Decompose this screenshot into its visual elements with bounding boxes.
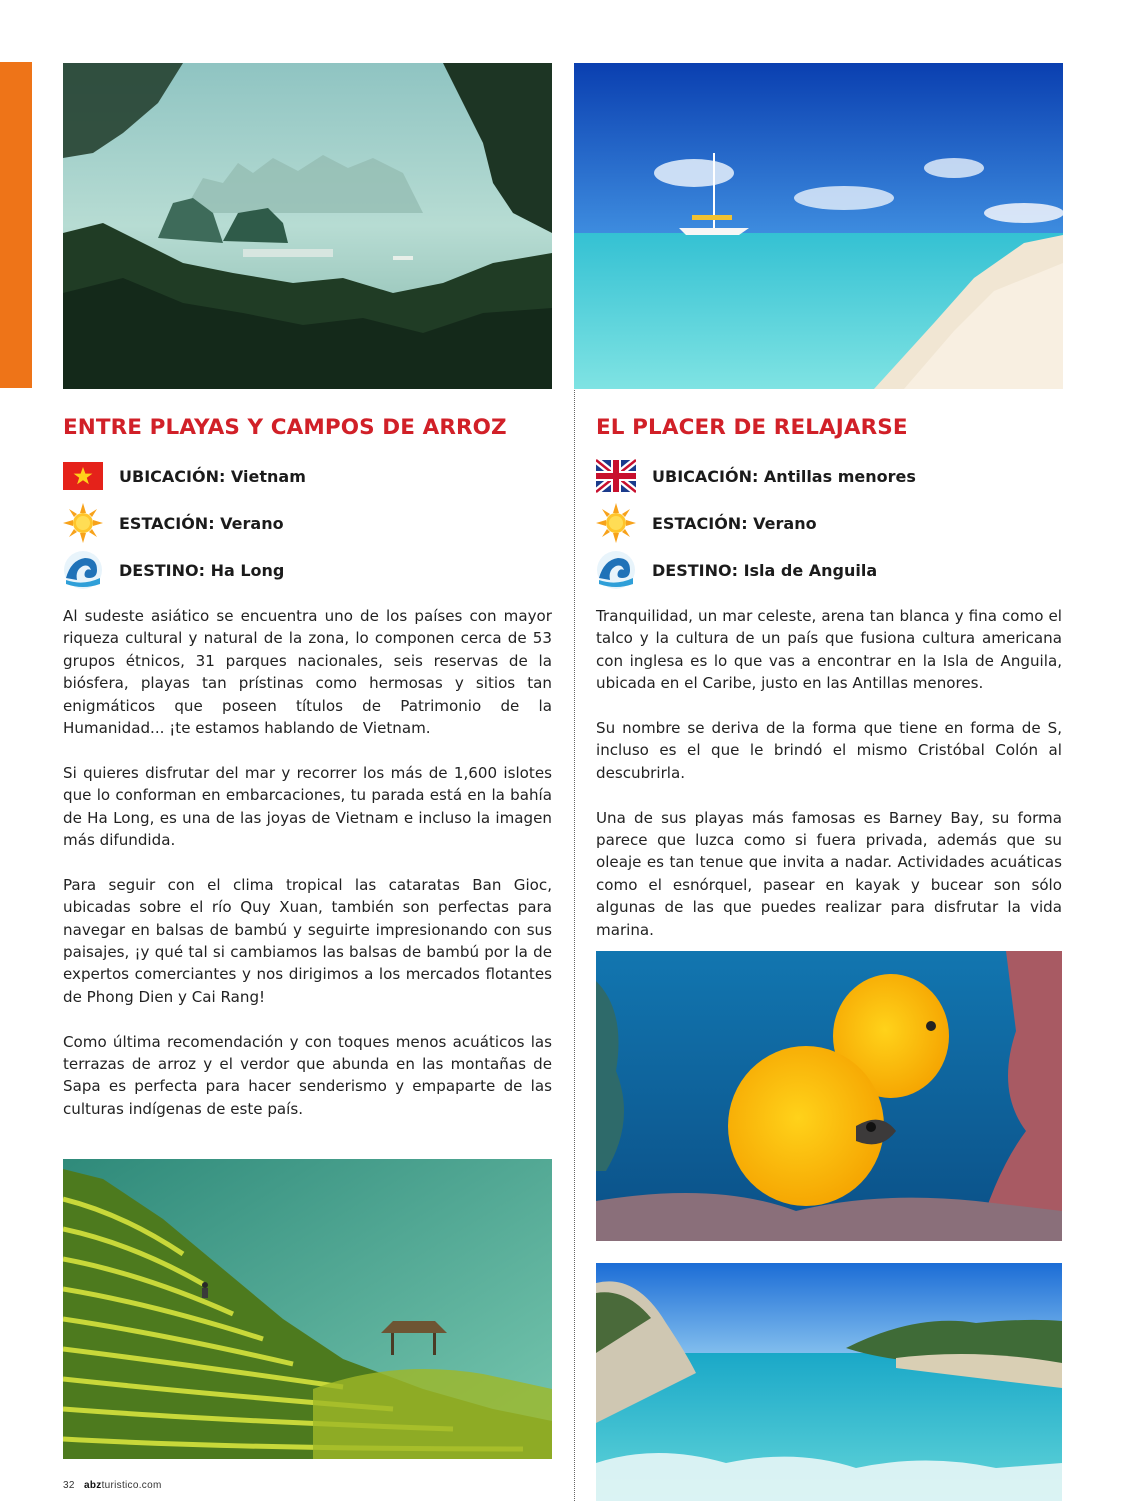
brand-bold: abz bbox=[83, 1480, 102, 1491]
wave-icon bbox=[63, 550, 103, 590]
paragraph: Al sudeste asiático se encuentra uno de los países con mayor riqueza cultural y natural de la zona, lo componen cerca de 53 grupos étnicos, 31 parques nacionales, seis reservas de la biósfera, playas tan prístinas como hermosas y sitios tan enigmáticos que poseen títulos de Patrimonio de la Humanidad... ¡te estamos hablando de Vietnam. bbox=[63, 607, 552, 738]
paragraph: Su nombre se deriva de la forma que tiene en forma de S, incluso es el que le brindó el mismo Cristóbal Colón al descubrirla. bbox=[596, 719, 1062, 782]
location-label: UBICACIÓN: Vietnam bbox=[119, 466, 306, 486]
location-label: UBICACIÓN: Antillas menores bbox=[652, 466, 916, 486]
season-label: ESTACIÓN: Verano bbox=[119, 513, 284, 533]
section-accent-tab bbox=[0, 62, 32, 388]
right-article-heading: EL PLACER DE RELAJARSE bbox=[596, 415, 908, 440]
brand-domain: turistico.com bbox=[101, 1480, 162, 1491]
vietnam-flag-icon bbox=[63, 456, 103, 496]
turquoise-cove-photo bbox=[596, 1263, 1062, 1501]
season-label: ESTACIÓN: Verano bbox=[652, 513, 817, 533]
butterflyfish-photo bbox=[596, 951, 1062, 1241]
paragraph: Como última recomendación y con toques menos acuáticos las terrazas de arroz y el verdor que abunda en las montañas de Sapa es perfecta para hacer senderismo y empaparte de las culturas indígenas de este país. bbox=[63, 1032, 552, 1118]
paragraph: Si quieres disfrutar del mar y recorrer los más de 1,600 islotes que lo conforman en embarcaciones, tu parada está en la bahía de Ha Long, es una de las joyas de Vietnam e incluso la imagen más difundida. bbox=[63, 763, 552, 850]
left-info-location bbox=[63, 456, 306, 496]
sun-icon bbox=[63, 503, 103, 543]
halong-bay-photo bbox=[63, 63, 552, 389]
wave-icon bbox=[596, 550, 636, 590]
left-info-destination bbox=[63, 550, 284, 590]
sun-icon bbox=[596, 503, 636, 543]
page-number: 32 bbox=[63, 1480, 75, 1491]
left-article-heading: ENTRE PLAYAS Y CAMPOS DE ARROZ bbox=[63, 415, 507, 440]
paragraph: Tranquilidad, un mar celeste, arena tan blanca y fina como el talco y la cultura de un país que fusiona cultura americana con inglesa es lo que vas a encontrar en la Isla de Anguila, ubicada en el Caribe, justo en las Antillas menores. bbox=[596, 607, 1062, 693]
right-info-destination bbox=[596, 550, 877, 590]
right-info-location bbox=[596, 456, 916, 496]
left-info-season bbox=[63, 503, 284, 543]
uk-flag-icon bbox=[596, 456, 636, 496]
right-info-season bbox=[596, 503, 817, 543]
destination-label: DESTINO: Ha Long bbox=[119, 560, 285, 580]
paragraph: Una de sus playas más famosas es Barney Bay, su forma parece que luzca como si fuera privada, además que su oleaje es tan tenue que invita a nadar. Actividades acuáticas como el esnórquel, pasear en kayak y bucear son sólo algunas de las que puedes realizar para disfrutar la vida marina. bbox=[596, 808, 1062, 939]
page-footer bbox=[63, 1480, 162, 1491]
right-article-body bbox=[596, 605, 1062, 963]
destination-label: DESTINO: Isla de Anguila bbox=[652, 560, 878, 580]
left-article-body bbox=[63, 605, 552, 1143]
paragraph: Para seguir con el clima tropical las cataratas Ban Gioc, ubicadas sobre el río Quy Xuan, también son perfectas para navegar en balsas de bambú y seguirte impresionando con sus paisajes, ¡y qué tal si cambiamos las balsas de bambú por la de expertos comerciantes y nos dirigimos a los mercados flotantes de Phong Dien y Cai Rang! bbox=[63, 875, 552, 1006]
column-divider bbox=[574, 388, 575, 1501]
catamaran-beach-photo bbox=[574, 63, 1063, 389]
rice-terraces-photo bbox=[63, 1159, 552, 1459]
